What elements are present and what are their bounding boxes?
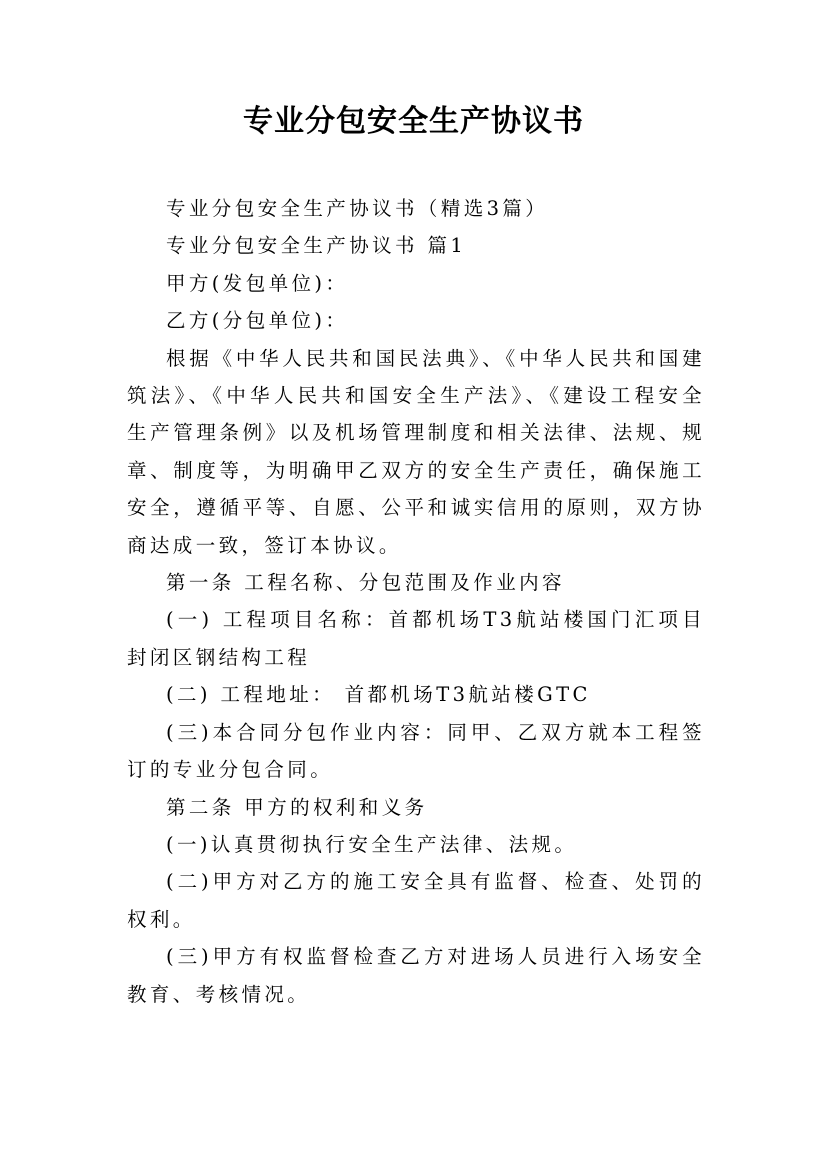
paragraph-article-2-item-1: (一)认真贯彻执行安全生产法律、法规。 [166, 832, 578, 856]
paragraph-party-b: 乙方(分包单位)： [166, 309, 349, 333]
paragraph-preamble: 根据《中华人民共和国民法典》、《中华人民共和国建筑法》、《中华人民共和国安全生产法》、《建设工程安全生产管理条例》以及机场管理制度和相关法律、法规、规章、制度等，为明确甲乙双方的安全生产责任，确保施工安全，遵循平等、自愿、公平和诚实信用的原则，双方协商达成一致，签订本协议。 [127, 346, 705, 557]
paragraph-article-1-item-1: (一) 工程项目名称：首都机场T3航站楼国门汇项目封闭区钢结构工程 [127, 608, 705, 669]
paragraph-subtitle: 专业分包安全生产协议书（精选3篇） [166, 197, 549, 220]
document-body [127, 190, 705, 1013]
paragraph-article-2-item-2: (二)甲方对乙方的施工安全具有监督、检查、处罚的权利。 [127, 870, 705, 931]
paragraph-party-a: 甲方(发包单位)： [166, 271, 349, 295]
paragraph-article-1-item-2: (二) 工程地址： 首都机场T3航站楼GTC [166, 683, 591, 707]
paragraph-article-2-item-3: (三)甲方有权监督检查乙方对进场人员进行入场安全教育、考核情况。 [127, 945, 705, 1006]
paragraph-section-heading: 专业分包安全生产协议书 篇1 [166, 234, 467, 258]
paragraph-article-1-item-3: (三)本合同分包作业内容：同甲、乙双方就本工程签订的专业分包合同。 [127, 720, 705, 782]
paragraph-article-1-heading: 第一条 工程名称、分包范围及作业内容 [166, 571, 565, 595]
paragraph-article-2-heading: 第二条 甲方的权利和义务 [166, 795, 428, 819]
document-title: 专业分包安全生产协议书 [243, 104, 584, 139]
